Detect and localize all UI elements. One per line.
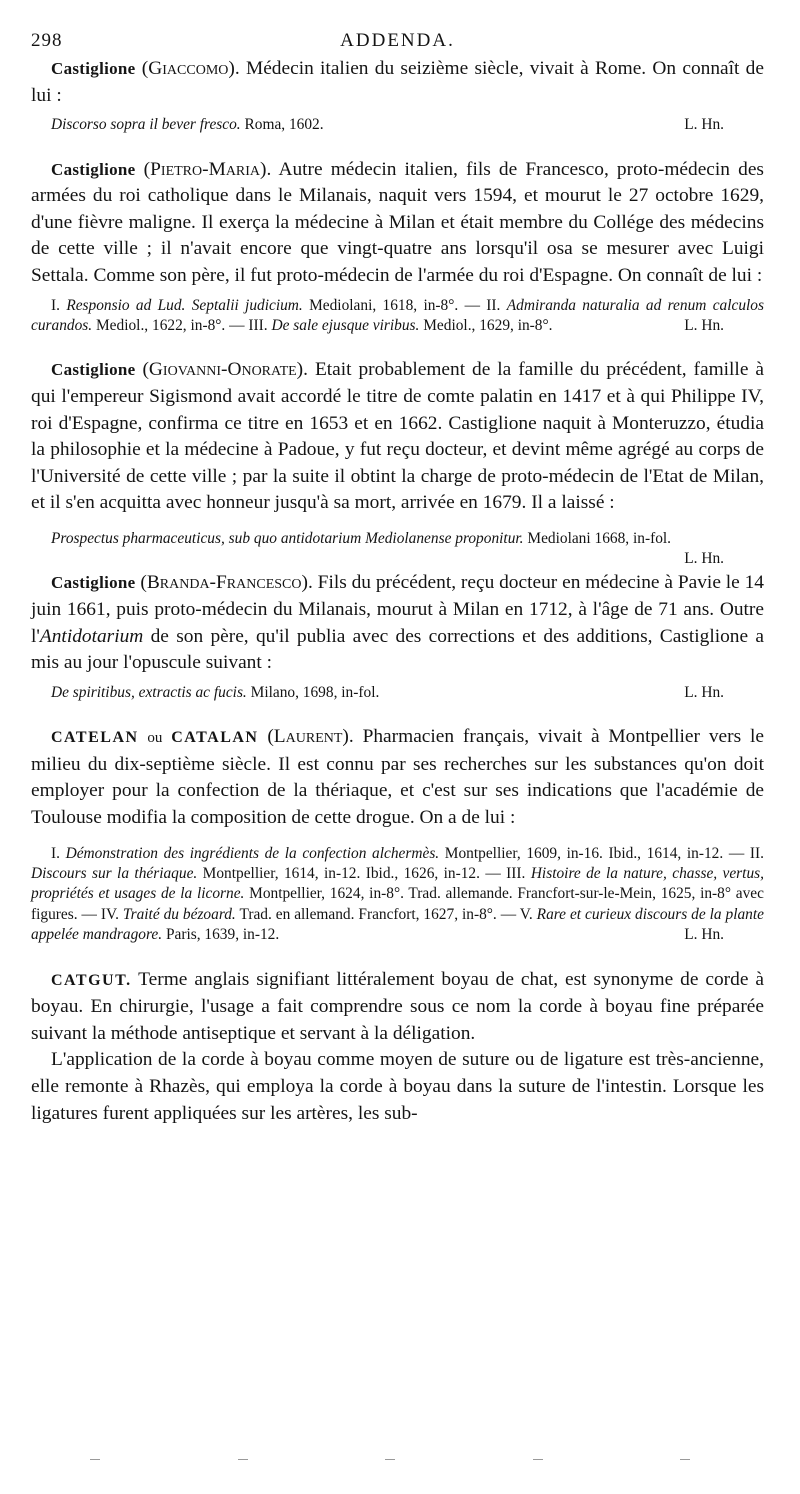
entry-name: (Giovanni-Onorate). xyxy=(142,359,308,381)
biblio-details: Roma, 1602. xyxy=(244,116,324,134)
entry-headword: Castiglione xyxy=(51,360,136,380)
entry-text xyxy=(31,724,764,831)
entry-body-continued: de son père, qu'il publia avec des corrections et des additions, Castiglione a mis au jour l'opuscule suivant : xyxy=(31,625,764,674)
entry-conjunction: ou xyxy=(147,730,163,747)
entry-text xyxy=(31,157,764,290)
biblio-details: Paris, 1639, in-12. xyxy=(165,926,280,944)
biblio-details: Milano, 1698, in-fol. xyxy=(250,683,380,701)
footer-mark xyxy=(680,1459,690,1465)
entry-body: Etait probablement de la famille du précédent, famille à qui l'empereur Sigismond avait accordé le titre de comte palatin en 1417 et à qui Philippe IV, roi d'Espagne, confirma ce titre en 1653 et en 1662. Castiglione naquit à Monteruzzo, étudia la philosophie et la médecine à Padoue, y fut reçu docteur, et devint même agrégé au corps de l'Université de cette ville ; par la suite il obtint la charge de proto-médecin de l'Etat de Milan, et il s'en acquitta avec honneur jusqu'à sa mort, arrivée en 1679. Il a laissé : xyxy=(31,359,764,514)
entry-body: Fils du précédent, reçu docteur en médecine à Pavie le 14 juin 1661, puis proto-médecin du Milanais, mourut à Milan en 1712, à l'âge de 71 ans. Outre l' xyxy=(31,572,765,647)
footer-mark xyxy=(238,1459,248,1465)
footer-mark xyxy=(385,1459,395,1465)
entry-text xyxy=(31,357,764,517)
entry-headword-variant: CATALAN xyxy=(171,729,259,747)
biblio-title: Discours sur la thériaque. xyxy=(31,864,198,882)
biblio-title: Responsio ad Lud. Septalii judicium. xyxy=(66,296,303,314)
biblio-title: Traité du bézoard. xyxy=(122,905,236,923)
biblio-title: Rare et curieux discours de la plante appelée mandragore. xyxy=(31,905,764,944)
entry-name: (Pietro-Maria). xyxy=(143,158,272,180)
entry-headword: Castiglione xyxy=(51,573,136,593)
biblio-title: Discorso sopra il bever fresco. xyxy=(51,116,241,134)
entry-text xyxy=(31,967,764,1048)
biblio-title: Démonstration des ingrédients de la confection alchermès. xyxy=(65,844,440,862)
biblio-number: II. xyxy=(749,844,764,862)
running-head: ADDENDA. xyxy=(340,30,455,51)
entry-headword: Castiglione xyxy=(51,59,136,78)
biblio-details: Montpellier, 1614, in-12. Ibid., 1626, in-12. — xyxy=(202,864,501,882)
entry-body: Médecin italien du seizième siècle, vivait à Rome. On connaît de lui : xyxy=(31,58,764,106)
biblio-number: III. xyxy=(248,316,268,334)
bibliography xyxy=(31,844,764,946)
page-header xyxy=(31,30,764,56)
biblio-details: Trad. en allemand. Francfort, 1627, in-8°. — xyxy=(239,905,517,923)
biblio-details: Mediol., 1622, in-8°. — xyxy=(96,316,245,334)
author-signature: L. Hn. xyxy=(684,550,724,568)
bibliography xyxy=(31,683,764,703)
page-number: 298 xyxy=(31,30,63,51)
entry-headword: CATGUT. xyxy=(51,971,132,989)
bibliography xyxy=(31,115,764,135)
bibliography xyxy=(31,296,764,337)
biblio-title: Prospectus pharmaceuticus, sub quo antidotarium Mediolanense proponitur. xyxy=(51,529,524,547)
page-footer-marks xyxy=(90,1459,690,1465)
biblio-title: Histoire de la nature, chasse, vertus, propriétés et usages de la licorne. xyxy=(31,864,764,903)
entry-emphasis: Antidotarium xyxy=(39,625,144,647)
entry-name: (Laurent). xyxy=(267,726,354,748)
biblio-details: Montpellier, 1624, in-8°. Trad. allemande. Francfort-sur-le-Mein, 1625, in-8° avec figures. — xyxy=(31,885,764,923)
entry-body: Autre médecin italien, fils de Francesco, proto-médecin des armées du roi catholique dans le Milanais, naquit vers 1594, et mourut le 27 octobre 1629, d'une fièvre maligne. Il exerça la médecine à Milan et était membre du Collége des médecins de cette ville ; il n'avait encore que vingt-quatre ans lorsqu'il osa se mesurer avec Luigi Settala. Comme son père, il fut proto-médecin de l'armée du roi d'Espagne. On connaît de lui : xyxy=(31,158,764,286)
entry-castiglione-branda-francesco xyxy=(31,570,764,703)
biblio-number: II. xyxy=(486,296,501,314)
entry-text-continued: L'application de la corde à boyau comme moyen de suture ou de ligature est très-ancienne, elle remonte à Rhazès, qui employa la corde à boyau dans la suture de l'intestin. Lorsque les ligatures furent appliquées sur les artères, les sub- xyxy=(31,1049,764,1124)
biblio-title: De spiritibus, extractis ac fucis. xyxy=(51,683,247,701)
entry-headword: Castiglione xyxy=(51,159,136,179)
author-signature: L. Hn. xyxy=(684,316,724,334)
footer-mark xyxy=(533,1459,543,1465)
biblio-details: Mediol., 1629, in-8°. xyxy=(423,316,553,334)
entry-castiglione-giovanni-onorate xyxy=(31,357,764,568)
bibliography xyxy=(31,529,764,568)
author-signature: L. Hn. xyxy=(684,683,724,701)
author-signature: L. Hn. xyxy=(684,116,724,134)
author-signature: L. Hn. xyxy=(684,926,724,944)
entry-catelan xyxy=(31,724,764,945)
entry-castiglione-pietro-maria xyxy=(31,157,764,337)
entry-name: (Giaccomo). xyxy=(141,58,240,79)
footer-mark xyxy=(90,1459,100,1465)
biblio-number: V. xyxy=(519,905,533,923)
biblio-number: III. xyxy=(506,864,526,882)
entry-body: Terme anglais signifiant littéralement boyau de chat, est synonyme de corde à boyau. En chirurgie, l'usage a fait comprendre sous ce nom la corde à boyau fine préparée suivant la méthode antiseptique et servant à la déligation. xyxy=(31,968,764,1044)
biblio-details: Montpellier, 1609, in-16. Ibid., 1614, in-12. — xyxy=(444,844,745,862)
page xyxy=(31,30,764,1127)
biblio-number: I. xyxy=(51,844,60,862)
entry-text xyxy=(31,570,764,676)
entry-text xyxy=(31,56,764,109)
biblio-number: I. xyxy=(51,296,60,314)
biblio-title: Admiranda naturalia ad renum calculos curandos. xyxy=(31,296,764,334)
entry-name: (Branda-Francesco). xyxy=(140,572,313,594)
biblio-details: Mediolani 1668, in-fol. xyxy=(527,529,672,547)
biblio-details: Mediolani, 1618, in-8°. — xyxy=(309,296,480,314)
entry-body: Pharmacien français, vivait à Montpellier vers le milieu du dix-septième siècle. Il est connu par ses recherches sur les substances qu'on doit employer pour la confection de la thériaque, et c'est sur ses indications que l'académie de Toulouse modifia la composition de cette drogue. On a de lui : xyxy=(31,726,764,828)
biblio-title: De sale ejusque viribus. xyxy=(271,316,420,334)
entry-castiglione-giaccomo xyxy=(31,56,764,136)
entry-headword: CATELAN xyxy=(51,729,139,747)
entry-catgut xyxy=(31,967,764,1128)
biblio-number: IV. xyxy=(100,905,119,923)
